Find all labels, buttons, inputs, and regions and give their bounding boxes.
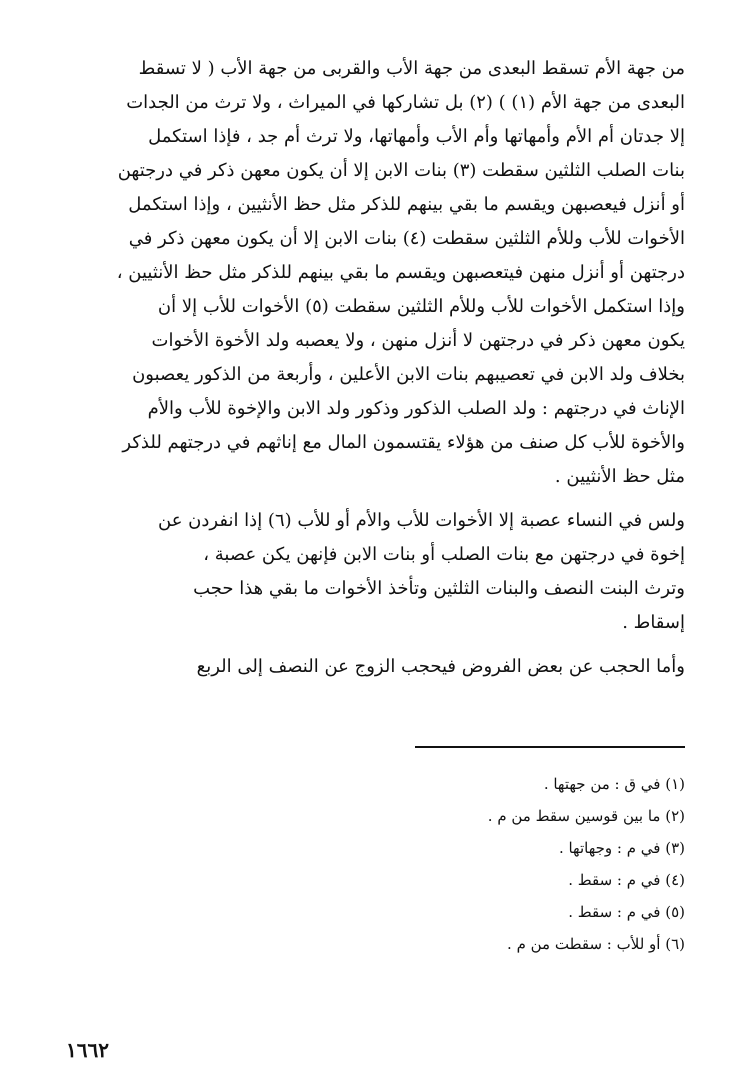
text-line: أو أنزل فيعصبهن ويقسم ما بقي بينهم للذكر مثل حظ الأنثيين ، وإذا استكمل [128, 194, 685, 215]
text-line: من جهة الأم تسقط البعدى من جهة الأب والقربى من جهة الأب ( لا تسقط [138, 58, 685, 79]
text-line: وأما الحجب عن بعض الفروض فيحجب الزوج عن النصف إلى الربع [196, 656, 685, 677]
footnote-3: (٣) في م : وجهاتها . [558, 839, 685, 857]
body-paragraph-2 [66, 504, 685, 640]
text-line: الأخوات للأب وللأم الثلثين سقطت (٤) بنات الابن إلا أن يكون معهن ذكر في [128, 228, 685, 249]
document-page [66, 52, 685, 1081]
footnote-4: (٤) في م : سقط . [568, 871, 685, 889]
footnote-2: (٢) ما بين قوسين سقط من م . [487, 807, 685, 825]
text-line: وترث البنت النصف والبنات الثلثين وتأخذ الأخوات ما بقي هذا حجب [193, 578, 685, 599]
text-line: والأخوة للأب كل صنف من هؤلاء يقتسمون المال مع إناثهم في درجتهم للذكر [122, 432, 685, 453]
text-line: إسقاط . [622, 612, 685, 633]
body-paragraph-1 [66, 52, 685, 494]
text-line: درجتهن أو أنزل منهن فيتعصبهن ويقسم ما بقي بينهم للذكر مثل حظ الأنثيين ، [116, 262, 685, 283]
text-line: مثل حظ الأنثيين . [554, 466, 685, 487]
text-line: يكون معهن ذكر في درجتهن لا أنزل منهن ، ولا يعصبه ولد الأخوة الأخوات [151, 330, 685, 351]
text-line: بخلاف ولد الابن في تعصيبهم بنات الابن الأعلين ، وأربعة من الذكور يعصبون [132, 364, 685, 385]
text-line: البعدى من جهة الأم (١) ) (٢) بل تشاركها في الميراث ، ولا ترث من الجدات [126, 92, 685, 113]
footnotes-list [265, 768, 685, 960]
page-number: ١٦٦٢ [66, 1038, 109, 1062]
text-line: وإذا استكمل الأخوات للأب وللأم الثلثين سقطت (٥) الأخوات للأب إلا أن [157, 296, 685, 317]
text-line: إلا جدتان أم الأم وأمهاتها وأم الأب وأمهاتها، ولا ترث أم جد ، فإذا استكمل [148, 126, 685, 147]
body-paragraph-3 [66, 650, 685, 684]
footnote-6: (٦) أو للأب : سقطت من م . [507, 935, 685, 953]
text-line: ولس في النساء عصبة إلا الأخوات للأب والأم أو للأب (٦) إذا انفردن عن [158, 510, 685, 531]
text-line: إخوة في درجتهن مع بنات الصلب أو بنات الابن فإنهن يكن عصبة ، [203, 544, 685, 565]
footnote-divider [415, 746, 685, 748]
text-line: بنات الصلب الثلثين سقطت (٣) بنات الابن إلا أن يكون معهن ذكر في درجتهن [117, 160, 685, 181]
footnote-5: (٥) في م : سقط . [568, 903, 685, 921]
text-line: الإناث في درجتهم : ولد الصلب الذكور وذكور ولد الابن والإخوة للأب والأم [147, 398, 685, 419]
footnote-1: (١) في ق : من جهتها . [543, 775, 685, 793]
